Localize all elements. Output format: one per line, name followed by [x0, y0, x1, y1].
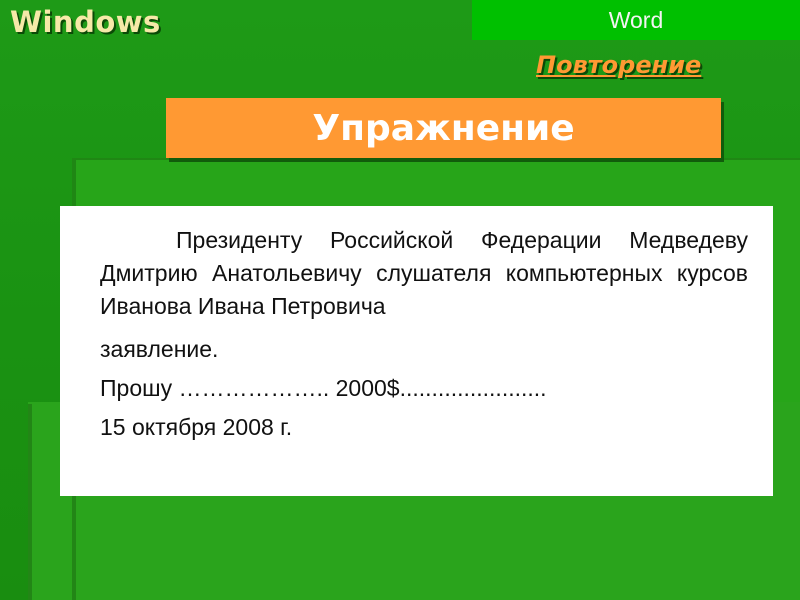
document-card: [60, 206, 773, 496]
document-address: Президенту Российской Федерации Медведеву Дмитрию Анатольевичу слушателя компьютерных курсов Иванова Ивана Петровича: [100, 227, 748, 319]
document-request: Прошу ……………….. 2000$.......................: [100, 375, 547, 401]
document-statement: заявление.: [100, 336, 219, 362]
document-date: 15 октября 2008 г.: [100, 414, 293, 440]
repeat-link[interactable]: Повторение: [536, 51, 702, 79]
word-button[interactable]: [472, 0, 800, 40]
panel-edge: [28, 404, 32, 600]
document-text: [100, 224, 748, 444]
windows-title: Windows: [10, 5, 161, 39]
word-label: Word: [608, 6, 664, 33]
exercise-title: Упражнение: [312, 107, 575, 149]
panel-edge: [72, 158, 800, 160]
exercise-banner: [166, 98, 721, 158]
